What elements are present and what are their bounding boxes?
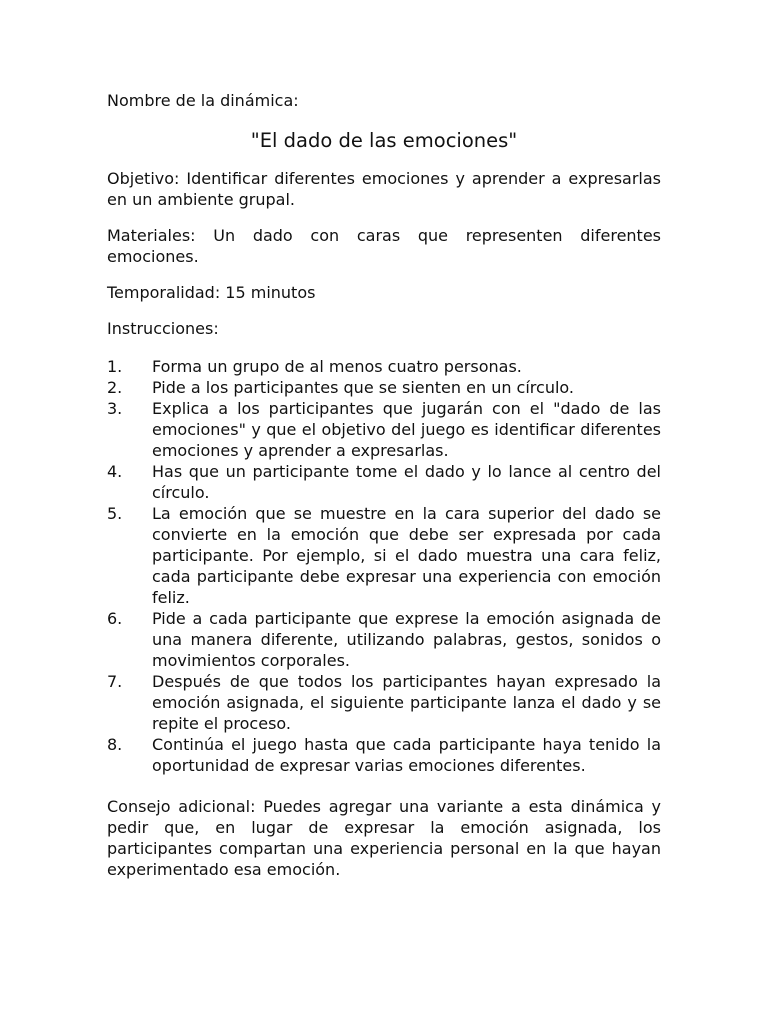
list-item xyxy=(107,377,661,398)
instructions-list xyxy=(107,356,661,776)
step-text: La emoción que se muestre en la cara superior del dado se convierte en la emoción que debe ser expresada por cada participante. Por ejemplo, si el dado muestra una cara feliz, cada participante debe expresar una experiencia con emoción feliz. xyxy=(152,504,661,607)
list-item xyxy=(107,503,661,608)
step-number: 2. xyxy=(107,378,123,397)
list-item xyxy=(107,356,661,377)
objective-paragraph: Objetivo: Identificar diferentes emociones y aprender a expresarlas en un ambiente grupal. xyxy=(107,169,661,209)
list-item xyxy=(107,398,661,461)
step-number: 7. xyxy=(107,672,123,691)
step-text: Pide a los participantes que se sienten en un círculo. xyxy=(152,378,574,397)
step-text: Forma un grupo de al menos cuatro personas. xyxy=(152,357,522,376)
step-number: 4. xyxy=(107,462,123,481)
step-text: Explica a los participantes que jugarán con el "dado de las emociones" y que el objetivo del juego es identificar diferentes emociones y aprender a expresarlas. xyxy=(152,399,661,460)
step-number: 5. xyxy=(107,504,123,523)
list-item xyxy=(107,461,661,503)
list-item xyxy=(107,734,661,776)
list-item xyxy=(107,671,661,734)
step-number: 6. xyxy=(107,609,123,628)
activity-name-label: Nombre de la dinámica: xyxy=(107,91,299,110)
materials-paragraph: Materiales: Un dado con caras que representen diferentes emociones. xyxy=(107,226,661,266)
step-text: Pide a cada participante que exprese la emoción asignada de una manera diferente, utilizando palabras, gestos, sonidos o movimientos corporales. xyxy=(152,609,661,670)
step-number: 8. xyxy=(107,735,123,754)
document-page xyxy=(107,90,661,880)
step-number: 1. xyxy=(107,357,123,376)
document-title: "El dado de las emociones" xyxy=(250,129,518,152)
step-text: Has que un participante tome el dado y lo lance al centro del círculo. xyxy=(152,462,661,502)
list-item xyxy=(107,608,661,671)
step-text: Después de que todos los participantes hayan expresado la emoción asignada, el siguiente participante lanza el dado y se repite el proceso. xyxy=(152,672,661,733)
instructions-label: Instrucciones: xyxy=(107,319,219,338)
step-text: Continúa el juego hasta que cada participante haya tenido la oportunidad de expresar varias emociones diferentes. xyxy=(152,735,661,775)
step-number: 3. xyxy=(107,399,123,418)
advice-paragraph: Consejo adicional: Puedes agregar una variante a esta dinámica y pedir que, en lugar de expresar la emoción asignada, los participantes compartan una experiencia personal en la que hayan experimentado esa emoción. xyxy=(107,797,661,879)
duration-paragraph: Temporalidad: 15 minutos xyxy=(107,283,316,302)
